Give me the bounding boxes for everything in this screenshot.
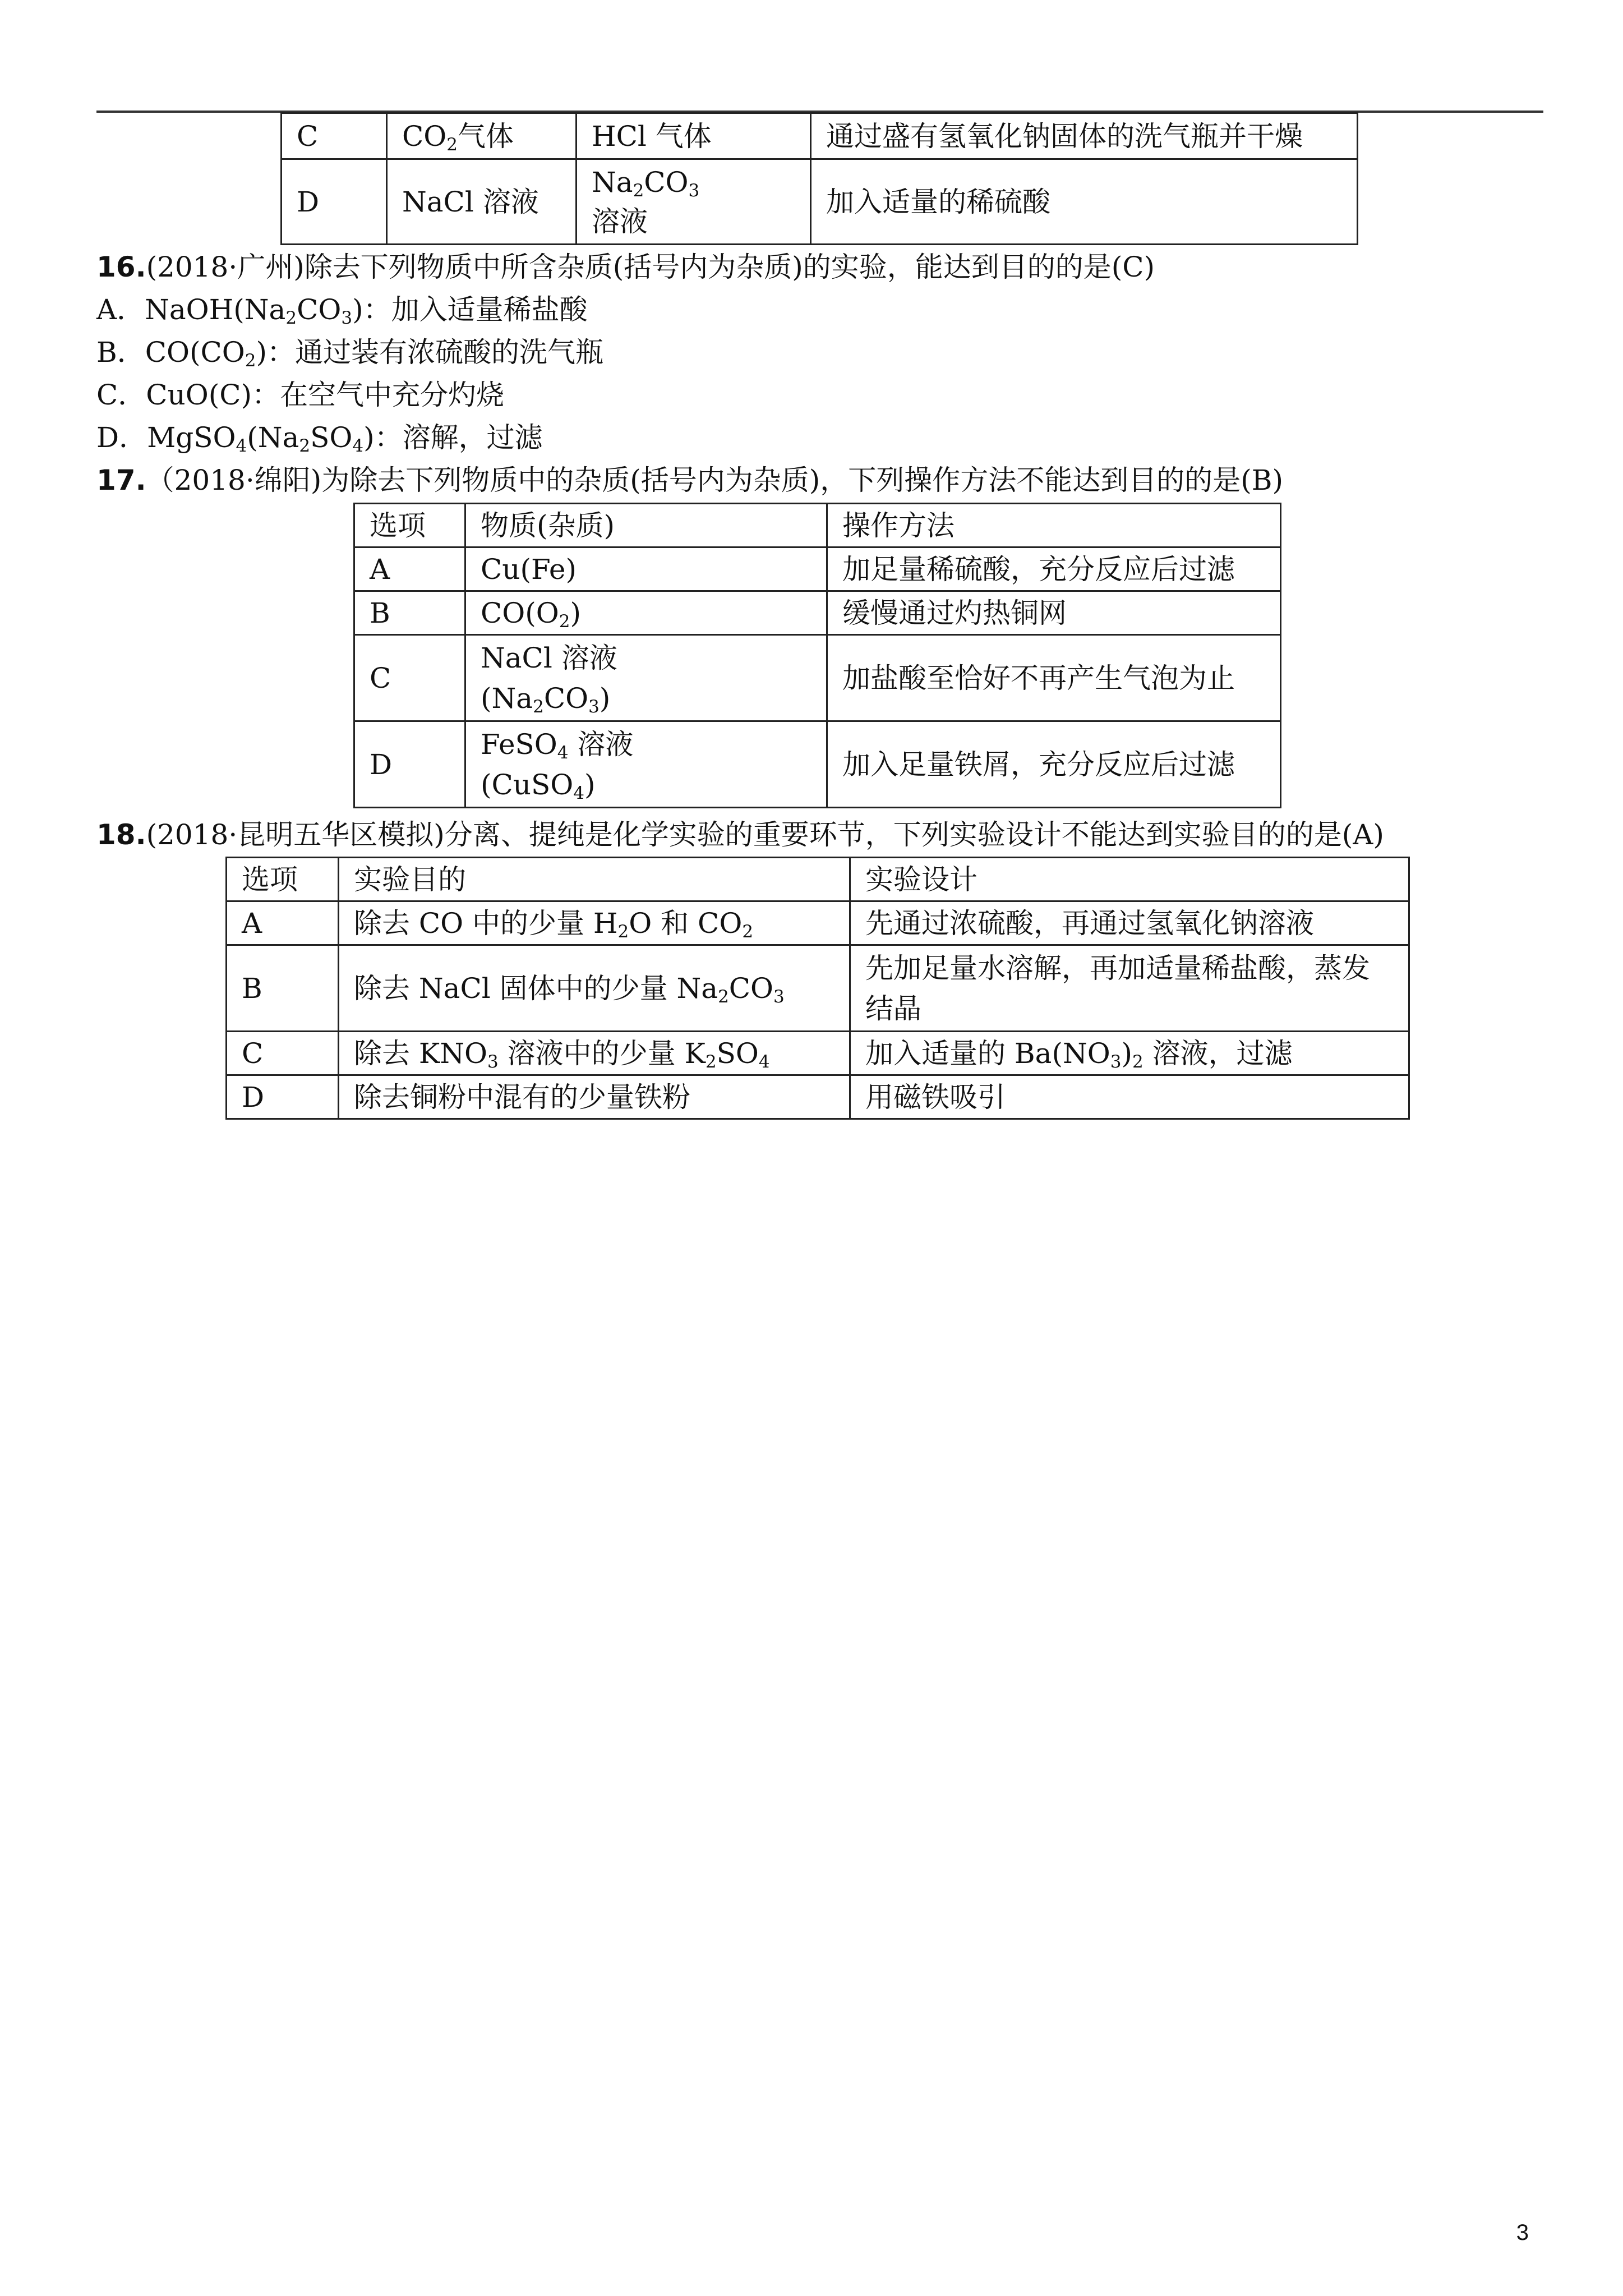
cell-purpose: 除去铜粉中混有的少量铁粉 <box>339 1075 850 1119</box>
table-row <box>227 1032 1409 1075</box>
cell-option: A <box>227 901 339 945</box>
option-d: D．$MgSO_4(Na_2SO_4)$：溶解，过滤 <box>96 421 543 456</box>
cell-method: 加入足量铁屑，充分反应后过滤 <box>827 721 1281 808</box>
table-row <box>227 945 1409 1032</box>
header-method: 操作方法 <box>827 504 1281 547</box>
cell-option: C <box>227 1032 339 1075</box>
header-purpose: 实验目的 <box>339 858 850 901</box>
table-header-row <box>227 858 1409 901</box>
question-17-stem: 17.（2018·绵阳)为除去下列物质中的杂质(括号内为杂质)，下列操作方法不能达到目的的是(B) <box>96 464 1283 496</box>
cell-option: D <box>354 721 465 808</box>
option-c: C．CuO(C)：在空气中充分灼烧 <box>96 379 504 411</box>
cell-design: 加入适量的 $Ba(NO_3)_2$ 溶液，过滤 <box>850 1032 1409 1075</box>
header-option: 选项 <box>227 858 339 901</box>
cell-substance: $CO_2$气体 <box>387 113 577 159</box>
cell-substance: $CO(O_2)$ <box>465 591 827 635</box>
cell-design: 用磁铁吸引 <box>850 1075 1409 1119</box>
table-continuation <box>280 112 1358 245</box>
question-number: 18. <box>96 818 146 851</box>
table-row <box>354 547 1281 591</box>
cell-option: D <box>227 1075 339 1119</box>
cell-impurity: $Na_2CO_3$ 溶液 <box>577 159 811 245</box>
option-b: B．$CO(CO_2)$：通过装有浓硫酸的洗气瓶 <box>96 336 603 371</box>
cell-method: 通过盛有氢氧化钠固体的洗气瓶并干燥 <box>811 113 1358 159</box>
table-header-row <box>354 504 1281 547</box>
cell-method: 缓慢通过灼热铜网 <box>827 591 1281 635</box>
cell-purpose: 除去 CO 中的少量 $H_2O$ 和 $CO_2$ <box>339 901 850 945</box>
cell-method: 加入适量的稀硫酸 <box>811 159 1358 245</box>
cell-design: 先加足量水溶解，再加适量稀盐酸，蒸发 结晶 <box>850 945 1409 1032</box>
table-q18 <box>225 857 1410 1120</box>
cell-design: 先通过浓硫酸，再通过氢氧化钠溶液 <box>850 901 1409 945</box>
cell-method: 加盐酸至恰好不再产生气泡为止 <box>827 635 1281 721</box>
table-row <box>354 635 1281 721</box>
cell-purpose: 除去 NaCl 固体中的少量 $Na_2CO_3$ <box>339 945 850 1032</box>
cell-substance: FeSO$_4$ 溶液 (CuSO$_4$) <box>465 721 827 808</box>
question-16-stem: 16.(2018·广州)除去下列物质中所含杂质(括号内为杂质)的实验，能达到目的的是(C) <box>96 251 1155 283</box>
question-number: 16. <box>96 251 146 283</box>
question-18-stem: 18.(2018·昆明五华区模拟)分离、提纯是化学实验的重要环节，下列实验设计不能达到实验目的的是(A) <box>96 818 1384 851</box>
table-row <box>227 1075 1409 1119</box>
header-design: 实验设计 <box>850 858 1409 901</box>
cell-option: D <box>282 159 387 245</box>
table-row <box>282 113 1358 159</box>
cell-option: C <box>282 113 387 159</box>
table-q17 <box>353 503 1281 808</box>
cell-option: A <box>354 547 465 591</box>
cell-option: B <box>227 945 339 1032</box>
cell-method: 加足量稀硫酸，充分反应后过滤 <box>827 547 1281 591</box>
page-number: 3 <box>1516 2220 1529 2245</box>
cell-purpose: 除去 $KNO_3$ 溶液中的少量 $K_2SO_4$ <box>339 1032 850 1075</box>
cell-option: B <box>354 591 465 635</box>
cell-substance: Cu(Fe) <box>465 547 827 591</box>
cell-impurity: HCl 气体 <box>577 113 811 159</box>
header-option: 选项 <box>354 504 465 547</box>
cell-option: C <box>354 635 465 721</box>
table-row <box>354 721 1281 808</box>
option-a: A．$NaOH(Na_2CO_3)$：加入适量稀盐酸 <box>96 293 588 328</box>
table-row <box>282 159 1358 245</box>
cell-substance: NaCl 溶液 $(Na_2CO_3)$ <box>465 635 827 721</box>
question-number: 17. <box>96 464 146 496</box>
table-row <box>227 901 1409 945</box>
header-substance: 物质(杂质) <box>465 504 827 547</box>
table-row <box>354 591 1281 635</box>
cell-substance: NaCl 溶液 <box>387 159 577 245</box>
